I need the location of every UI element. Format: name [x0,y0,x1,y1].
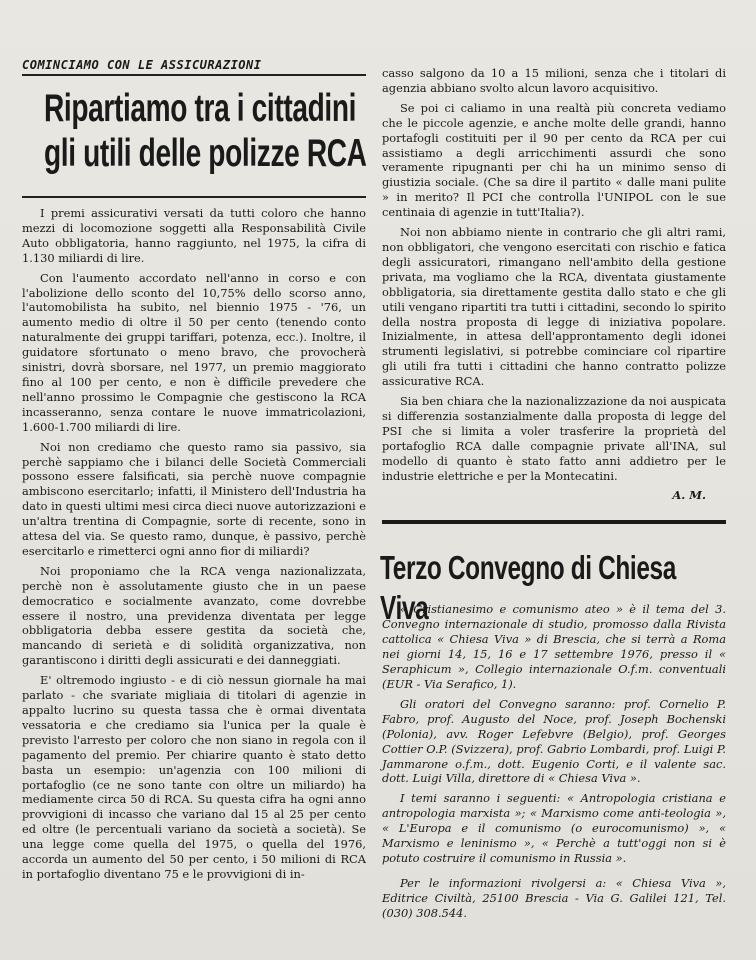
paragraph: I temi saranno i seguenti: « Antropologia cristiana e antropologia marxista »; « Marxismo come anti-teologia », « L'Europa e il comunismo (o eurocomunismo) », « Marxismo e leninismo », « Perchè a tutt'oggi non si è potuto costruire il comunismo in Russia ». [382,791,726,865]
paragraph: Gli oratori del Convegno saranno: prof. Cornelio P. Fabro, prof. Augusto del Noce, prof. Joseph Bochenski (Polonia), avv. Roger Lefebvre (Belgio), prof. Georges Cottier O.P. (Svizzera), prof. Gabrio Lombardi, prof. Luigi P. Jammarone o.f.m., dott. Eugenio Corti, e il valente sac. dott. Luigi Villa, direttore di « Chiesa Viva ». [382,696,726,786]
article-headline [44,86,382,196]
paragraph: I premi assicurativi versati da tutti coloro che hanno mezzi di locomozione soggetti alla Responsabilità Civile Auto obbligatoria, hanno raggiunto, nel 1975, la cifra di 1.130 miliardi di lire. [22,206,366,265]
headline-line-2: gli utili delle polizze RCA [44,132,367,175]
paragraph: Se poi ci caliamo in una realtà più concreta vediamo che le piccole agenzie, e anche molte delle grandi, hanno portafogli costituiti per il 90 per cento da RCA per cui assistiamo a degli arricchimenti assurdi che sono veramente ripugnanti per chi ha un minimo senso di giustizia sociale. (Che sa dire il partito « dalle mani pulite » in merito? Il PCI che controlla l'UNIPOL con le sue centinaia di agenzie in tutt'Italia?). [382,100,726,220]
article-body-left [22,206,366,882]
article-rca-left-column [22,58,366,887]
convegno-headline: Terzo Convegno di Chiesa Viva [380,549,676,627]
paragraph: E' oltremodo ingiusto - e di ciò nessun giornale ha mai parlato - che svariate migliaia di titolari di agenzie in appalto lucrino su questa tassa che è ormai diventata vessatoria e che crediamo sia l'unica per la quale è previsto l'arresto per coloro che non siano in regola con il pagamento del premio. Per chiarire quanto è stato detto basta un esempio: un'agenzia con 100 milioni di portafoglio (ce ne sono tante con oltre un miliardo) ha mediamente circa 50 di RCA. Su questa cifra ha ogni anno provvigioni di incasso che variano dal 15 al 25 per cento ed oltre (le percentuali variano da società a società). Se una legge come quella del 1975, o quella del 1976, accorda un aumento del 50 per cento, i 50 milioni di RCA in portafoglio diventano 75 e le provvigioni di in- [22,673,366,881]
paragraph: Per le informazioni rivolgersi a: « Chiesa Viva », Editrice Civiltà, 25100 Brescia - Via G. Galilei 121, Tel. (030) 308.544. [382,875,726,920]
paragraph: Noi proponiamo che la RCA venga nazionalizzata, perchè non è assolutamente giusto che in un paese democratico e socialmente avanzato, come dovrebbe essere il nostro, una previdenza diventata per legge obbligatoria debba essere gestita da società che, mancando di serietà e di solidità organizzativa, non garantiscono i diritti degli assicurati e dei danneggiati. [22,563,366,668]
article-body-right [382,66,726,483]
right-column [382,66,726,926]
article-kicker: COMINCIAMO CON LE ASSICURAZIONI [22,58,366,76]
paragraph: Noi non abbiamo niente in contrario che gli altri rami, non obbligatori, che vengono esercitati con rischio e fatica degli assicuratori, rimangano nell'ambito della gestione privata, ma vogliamo che la RCA, diventata giustamente obbligatoria, sia direttamente gestita dallo stato e che gli utili vengano ripartiti tra tutti i cittadini, secondo lo spirito della nostra proposta di legge di iniziativa popolare. Inizialmente, in attesa dell'approntamento degli idonei strumenti legislativi, si potrebbe cominciare col ripartire gli utili fra tutti i cittadini che hanno contratto polizze assicurative RCA. [382,225,726,389]
paragraph: « Cristianesimo e comunismo ateo » è il tema del 3. Convegno internazionale di studio, promosso dalla Rivista cattolica « Chiesa Viva » di Brescia, che si terrà a Roma nei giorni 14, 15, 16 e 17 settembre 1976, presso il « Seraphicum », Collegio internazionale O.f.m. conventuali (EUR - Via Serafico, 1). [382,602,726,691]
paragraph: Noi non crediamo che questo ramo sia passivo, sia perchè sappiamo che i bilanci delle Società Commerciali possono essere falsificati, sia perchè nuove compagnie ambiscono esercitarlo; infatti, il Ministero dell'Industria ha dato in questi ultimi mesi circa dieci nuove autorizzazioni e un'altra trentina di Compagnie, sorte di recente, sono in attesa del via. Se questo ramo, dunque, è passivo, perchè esercitarlo e rimetterci ogni anno fior di miliardi? [22,439,366,558]
headline-line-1: Ripartiamo tra i cittadini [44,87,357,130]
paragraph: Con l'aumento accordato nell'anno in corso e con l'abolizione dello sconto del 10,75% dello scorso anno, l'automobilista ha subito, nel biennio 1975 - '76, un aumento medio di oltre il 50 per cento (tenendo conto naturalmente dei gruppi tariffari, potenza, ecc.). Inoltre, il guidatore sfortunato o meno bravo, che provocherà sinistri, dovrà sborsare, nel 1977, un premio maggiorato fino al 100 per cento, e non è difficile prevedere che nell'anno prossimo le Compagnie che gestiscono la RCA incasseranno, senza contare le nuove immatricolazioni, 1.600-1.700 miliardi di lire. [22,270,366,434]
paragraph: Sia ben chiara che la nazionalizzazione da noi auspicata si differenzia sostanzialmente dalla proposta di legge del PSI che si limita a voler trasferire la proprietà del portafoglio RCA dalle compagnie private all'INA, sul modello di quanto è stato fatto anni addietro per le industrie elettriche e per la Montecatini. [382,394,726,483]
author-signature: A. M. [672,488,706,503]
convegno-body [382,602,726,920]
headline-divider [22,196,366,198]
paragraph: casso salgono da 10 a 15 milioni, senza che i titolari di agenzia abbiano svolto alcun lavoro acquisitivo. [382,66,726,95]
section-divider [382,520,726,524]
